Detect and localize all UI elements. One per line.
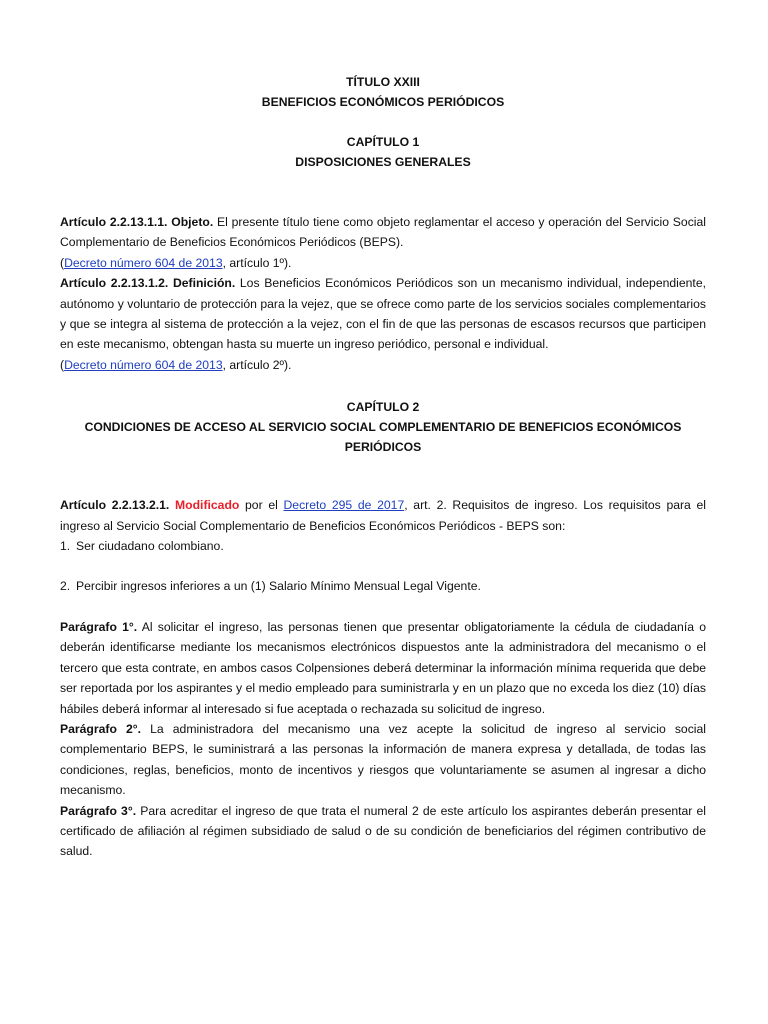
decree-295-link[interactable]: Decreto 295 de 2017 (283, 498, 405, 513)
paragrafo-2-heading: Parágrafo 2°. (60, 721, 142, 736)
paragrafo-3 (60, 801, 706, 862)
decree-604-link-1[interactable]: Decreto número 604 de 2013 (64, 255, 223, 270)
article-definicion (60, 273, 706, 375)
chapter-1-number: CAPÍTULO 1 (346, 135, 420, 149)
chapter-2-name: CONDICIONES DE ACCESO AL SERVICIO SOCIAL COMPLEMENTARIO DE BENEFICIOS ECONÓMICOS PERIÓDICOS (84, 420, 682, 455)
article-definicion-heading: Artículo 2.2.13.1.2. Definición. (60, 276, 236, 291)
title-number: TÍTULO XXIII (346, 75, 420, 89)
paragrafo-1-heading: Parágrafo 1°. (60, 619, 138, 634)
chapter-1-name: DISPOSICIONES GENERALES (295, 155, 471, 169)
chapter-2-number: CAPÍTULO 2 (346, 400, 420, 415)
citation-rest: , artículo 1º). (222, 255, 292, 270)
article-requisitos (60, 495, 706, 536)
citation-open: ( (60, 255, 65, 270)
paragrafo-2-text: La administradora del mecanismo una vez acepte la solicitud de ingreso al servicio social complementario BEPS, le suministrará a las personas la información de manera expresa y detallada, de todas las condiciones, reglas, beneficios, monto de incentivos y riesgos que voluntariamente se asumen al ingresar a dicho mecanismo. (60, 721, 706, 798)
list-item-2 (60, 576, 706, 596)
title-name: BENEFICIOS ECONÓMICOS PERIÓDICOS (261, 95, 505, 109)
paragrafo-2 (60, 719, 706, 801)
decree-604-link-2[interactable]: Decreto número 604 de 2013 (64, 357, 223, 372)
list-text: Ser ciudadano colombiano. (76, 539, 224, 554)
article-requisitos-heading: Artículo 2.2.13.2.1. (60, 498, 170, 513)
paragrafo-3-heading: Parágrafo 3°. (60, 803, 137, 818)
por-el-text: por el (239, 498, 284, 513)
list-text: Percibir ingresos inferiores a un (1) Salario Mínimo Mensual Legal Vigente. (76, 579, 481, 594)
paragrafo-1 (60, 617, 706, 719)
article-objeto (60, 212, 706, 273)
modificado-label: Modificado (175, 498, 240, 513)
article-objeto-text: El presente título tiene como objeto reglamentar el acceso y operación del Servicio Social Complementario de Beneficios Económicos Periódicos (BEPS). (60, 215, 706, 250)
paragrafo-3-text: Para acreditar el ingreso de que trata el numeral 2 de este artículo los aspirantes deberán presentar el certificado de afiliación al régimen subsidiado de salud o de su condición de beneficiarios del régimen contributivo de salud. (60, 803, 706, 859)
paragrafo-1-text: Al solicitar el ingreso, las personas tienen que presentar obligatoriamente la cédula de ciudadanía o deberán identificarse mediante los mecanismos electrónicos dispuestos ante la administradora del mecanismo o el tercero que esta contrate, en ambos casos Colpensiones deberá determinar la información mínima requerida que debe ser reportada por los aspirantes y el medio empleado para suministrarla y en un plazo que no exceda los diez (10) días hábiles deberá informar al interesado si fue aceptada o rechazada su solicitud de ingreso. (60, 619, 706, 716)
citation-rest: , artículo 2º). (222, 357, 292, 372)
list-number: 2. (60, 579, 71, 594)
list-number: 1. (60, 539, 71, 554)
article-definicion-text: Los Beneficios Económicos Periódicos son un mecanismo individual, independiente, autónomo y voluntario de protección para la vejez, que se ofrece como parte de los servicios sociales complementarios y que se integra al sistema de protección a la vejez, con el fin de que las personas de escasos recursos que participen en este mecanismo, obtengan hasta su muerte un ingreso periódico, personal e individual. (60, 276, 706, 352)
article-requisitos-text: , art. 2. Requisitos de ingreso. Los requisitos para el ingreso al Servicio Social Complementario de Beneficios Económicos Periódicos - BEPS son: (60, 498, 707, 533)
citation-open: ( (60, 357, 65, 372)
list-item-1 (60, 536, 706, 556)
article-objeto-heading: Artículo 2.2.13.1.1. Objeto. (60, 215, 214, 229)
